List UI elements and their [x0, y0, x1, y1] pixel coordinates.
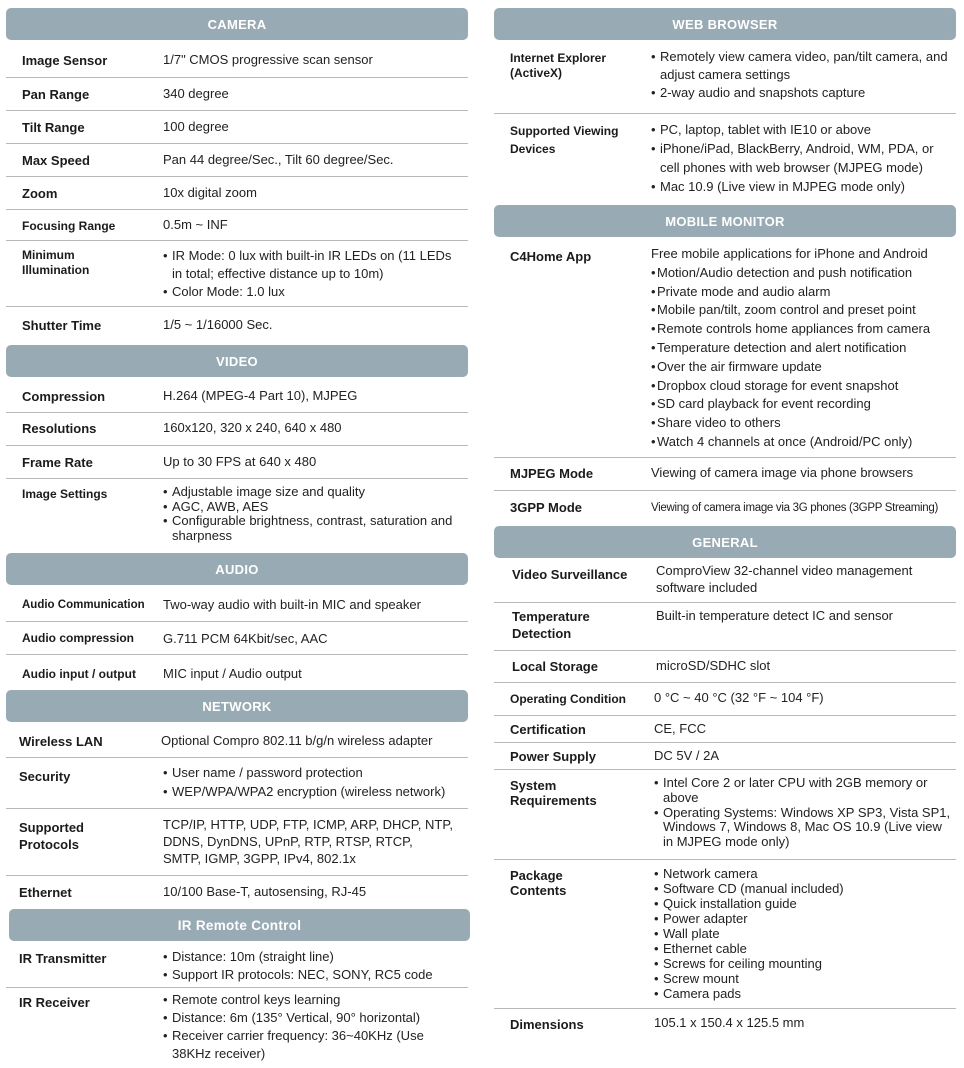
spec-value-list: [163, 247, 463, 301]
audio-header: AUDIO: [6, 553, 468, 585]
spec-row-pan-range: [6, 77, 468, 111]
spec-row-certification: [494, 715, 956, 743]
list-item: • Support IR protocols: NEC, SONY, RC5 code: [163, 966, 463, 984]
spec-value-list: [163, 485, 463, 543]
list-item: • IR Mode: 0 lux with built-in IR LEDs on (11 LEDs in total; effective distance up to 10m): [163, 247, 463, 283]
spec-value: ComproView 32-channel video management software included: [656, 563, 913, 595]
spec-value: 105.1 x 150.4 x 125.5 mm: [654, 1015, 805, 1030]
ir-remote-header: IR Remote Control: [9, 909, 470, 941]
list-item: • Software CD (manual included): [654, 881, 954, 896]
spec-value: microSD/SDHC slot: [656, 658, 771, 673]
spec-value-list: [651, 120, 951, 196]
network-header: NETWORK: [6, 690, 468, 722]
spec-label: Internet Explorer (ActiveX): [510, 51, 607, 80]
spec-value: Up to 30 FPS at 640 x 480: [163, 454, 317, 469]
spec-row-min-illumination: [6, 240, 468, 307]
list-item: • PC, laptop, tablet with IE10 or above: [651, 120, 951, 139]
list-item: • User name / password protection: [163, 763, 468, 782]
list-item: • WEP/WPA/WPA2 encryption (wireless network): [163, 782, 468, 801]
spec-value: TCP/IP, HTTP, UDP, FTP, ICMP, ARP, DHCP, NTP, DDNS, DynDNS, UPnP, RTP, RTSP, RTCP, SMTP, IGMP, 3GPP, IPv4, 802.1x: [163, 817, 453, 866]
spec-label: IR Receiver: [19, 995, 90, 1010]
spec-row-tilt-range: [6, 110, 468, 144]
spec-label: Package Contents: [510, 868, 567, 898]
spec-label: MJPEG Mode: [510, 466, 594, 481]
spec-label: Audio compression: [22, 631, 135, 645]
list-item: • Distance: 10m (straight line): [163, 948, 463, 966]
spec-label: Certification: [510, 722, 586, 737]
spec-row-ir-receiver: [6, 987, 468, 1065]
spec-label: Tilt Range: [22, 120, 85, 135]
list-item: • Remote controls home appliances from camera: [651, 320, 956, 339]
list-item: • Configurable brightness, contrast, saturation and sharpness: [163, 514, 463, 543]
list-item: • Quick installation guide: [654, 896, 954, 911]
spec-row-local-storage: [494, 650, 956, 683]
spec-value: 160x120, 320 x 240, 640 x 480: [163, 420, 342, 435]
spec-value: 10x digital zoom: [163, 185, 257, 200]
spec-label: Wireless LAN: [19, 734, 103, 749]
list-item: • Share video to others: [651, 414, 956, 433]
spec-value: 0 °C ~ 40 °C (32 °F ~ 104 °F): [654, 690, 824, 705]
spec-label: Ethernet: [19, 885, 72, 900]
spec-label: Image Settings: [22, 487, 108, 501]
list-item: • 2-way audio and snapshots capture: [651, 84, 951, 102]
camera-header: CAMERA: [6, 8, 468, 40]
spec-value: 1/5 ~ 1/16000 Sec.: [163, 317, 273, 332]
spec-label: 3GPP Mode: [510, 500, 583, 515]
list-item: • Screws for ceiling mounting: [654, 956, 954, 971]
spec-row-image-settings: [6, 478, 468, 550]
list-item: • Power adapter: [654, 911, 954, 926]
spec-row-zoom: [6, 176, 468, 210]
spec-value-list: [654, 866, 954, 1001]
spec-value: Built-in temperature detect IC and sensor: [656, 608, 894, 623]
spec-label: Zoom: [22, 186, 58, 201]
spec-label: Audio input / output: [22, 667, 136, 681]
mobile-monitor-header: MOBILE MONITOR: [494, 205, 956, 237]
list-item: • Distance: 6m (135° Vertical, 90° horizontal): [163, 1009, 453, 1027]
spec-label: Resolutions: [22, 421, 97, 436]
spec-row-internet-explorer: [494, 42, 956, 114]
video-header: VIDEO: [6, 345, 468, 377]
list-item: • Color Mode: 1.0 lux: [163, 283, 463, 301]
spec-label: Supported Viewing Devices: [510, 124, 619, 156]
list-item: • Mobile pan/tilt, zoom control and preset point: [651, 301, 956, 320]
list-item: • Camera pads: [654, 986, 954, 1001]
spec-value: Viewing of camera image via phone browsers: [651, 465, 914, 480]
spec-value-list: [163, 948, 463, 984]
spec-label: Dimensions: [510, 1017, 584, 1032]
spec-label: Pan Range: [22, 87, 90, 102]
spec-row-max-speed: [6, 143, 468, 177]
list-item: • Receiver carrier frequency: 36~40KHz (Use 38KHz receiver): [163, 1027, 453, 1063]
spec-label: Supported Protocols: [19, 820, 84, 852]
general-header: GENERAL: [494, 526, 956, 558]
spec-value-list: [163, 991, 453, 1063]
list-item: • Remote control keys learning: [163, 991, 453, 1009]
spec-value: 340 degree: [163, 86, 229, 101]
spec-value: 0.5m ~ INF: [163, 217, 228, 232]
spec-value: Pan 44 degree/Sec., Tilt 60 degree/Sec.: [163, 152, 394, 167]
spec-row-frame-rate: [6, 445, 468, 479]
list-item: • Intel Core 2 or later CPU with 2GB memory or above: [654, 776, 954, 806]
list-item: • Wall plate: [654, 926, 954, 941]
spec-label: Security: [19, 769, 71, 784]
spec-row-image-sensor: [6, 42, 468, 78]
spec-row-operating-condition: [494, 682, 956, 716]
list-item: • Operating Systems: Windows XP SP3, Vista SP1, Windows 7, Windows 8, Mac OS 10.9 (Live view in MJPEG mode only): [654, 806, 954, 850]
list-item: • AGC, AWB, AES: [163, 500, 463, 515]
list-item: • Screw mount: [654, 971, 954, 986]
spec-row-video-surveillance: [494, 559, 956, 603]
spec-value: 10/100 Base-T, autosensing, RJ-45: [163, 884, 367, 899]
spec-value: DC 5V / 2A: [654, 748, 720, 763]
spec-value-list: [651, 48, 951, 102]
spec-value: H.264 (MPEG-4 Part 10), MJPEG: [163, 388, 358, 403]
spec-value: 100 degree: [163, 119, 229, 134]
spec-value: CE, FCC: [654, 721, 706, 736]
spec-label: Minimum Illumination: [22, 248, 90, 277]
spec-value: Viewing of camera image via 3G phones (3GPP Streaming): [651, 502, 939, 514]
spec-label: System Requirements: [510, 778, 597, 808]
spec-label: Audio Communication: [22, 599, 145, 611]
spec-value: Two-way audio with built-in MIC and speaker: [163, 597, 421, 612]
spec-label: Power Supply: [510, 749, 596, 764]
spec-value-list: [163, 763, 468, 801]
spec-value-list: [654, 776, 954, 850]
spec-value: Optional Compro 802.11 b/g/n wireless adapter: [161, 733, 433, 748]
spec-row-resolutions: [6, 412, 468, 446]
list-item: • SD card playback for event recording: [651, 395, 956, 414]
spec-label: Shutter Time: [22, 318, 102, 333]
spec-label: Video Surveillance: [512, 567, 628, 582]
spec-row-audio-communication: [6, 587, 468, 622]
list-item: • Adjustable image size and quality: [163, 485, 463, 500]
spec-label: Temperature Detection: [512, 609, 590, 641]
web-browser-header: WEB BROWSER: [494, 8, 956, 40]
spec-row-mjpeg-mode: [494, 457, 956, 491]
list-item: • Ethernet cable: [654, 941, 954, 956]
spec-label: Frame Rate: [22, 455, 93, 470]
list-item: • Network camera: [654, 866, 954, 881]
list-item: • iPhone/iPad, BlackBerry, Android, WM, PDA, or cell phones with web browser (MJPEG mode): [651, 139, 951, 177]
spec-value: MIC input / Audio output: [163, 666, 302, 681]
spec-label: Image Sensor: [22, 53, 108, 68]
spec-label: Compression: [22, 389, 106, 404]
spec-row-ethernet: [6, 875, 468, 907]
spec-row-protocols: [6, 808, 468, 876]
list-item: • Mac 10.9 (Live view in MJPEG mode only): [651, 177, 951, 196]
list-item: • Motion/Audio detection and push notification: [651, 264, 956, 283]
list-item: • Watch 4 channels at once (Android/PC only): [651, 433, 956, 452]
spec-label: Focusing Range: [22, 219, 116, 233]
spec-label: IR Transmitter: [19, 951, 107, 966]
spec-row-viewing-devices: [494, 113, 956, 203]
spec-row-dimensions: [494, 1008, 956, 1043]
spec-label: Local Storage: [512, 659, 598, 674]
spec-row-wireless-lan: [6, 724, 468, 758]
spec-row-audio-compression: [6, 621, 468, 655]
spec-row-package-contents: [494, 859, 956, 1009]
spec-row-power-supply: [494, 742, 956, 770]
spec-row-shutter-time: [6, 306, 468, 342]
spec-value: 1/7" CMOS progressive scan sensor: [163, 52, 373, 67]
spec-row-security: [6, 757, 468, 809]
spec-row-audio-io: [6, 654, 468, 688]
list-item: • Temperature detection and alert notification: [651, 339, 956, 358]
spec-label: C4Home App: [510, 249, 592, 264]
spec-value: G.711 PCM 64Kbit/sec, AAC: [163, 631, 328, 646]
list-item: • Private mode and audio alarm: [651, 283, 956, 302]
spec-label: Max Speed: [22, 153, 90, 168]
spec-row-ir-transmitter: [6, 943, 468, 988]
spec-row-3gpp-mode: [494, 490, 956, 524]
c4home-intro: Free mobile applications for iPhone and Android: [651, 246, 928, 261]
spec-value-list: [651, 245, 956, 452]
spec-row-c4home-app: [494, 238, 956, 458]
list-item: • Over the air firmware update: [651, 358, 956, 377]
spec-label: Operating Condition: [510, 692, 626, 706]
spec-row-system-requirements: [494, 769, 956, 860]
spec-row-temperature-detection: [494, 602, 956, 651]
spec-row-compression: [6, 378, 468, 413]
list-item: • Dropbox cloud storage for event snapshot: [651, 377, 956, 396]
list-item: • Remotely view camera video, pan/tilt camera, and adjust camera settings: [651, 48, 951, 84]
spec-row-focusing-range: [6, 209, 468, 241]
